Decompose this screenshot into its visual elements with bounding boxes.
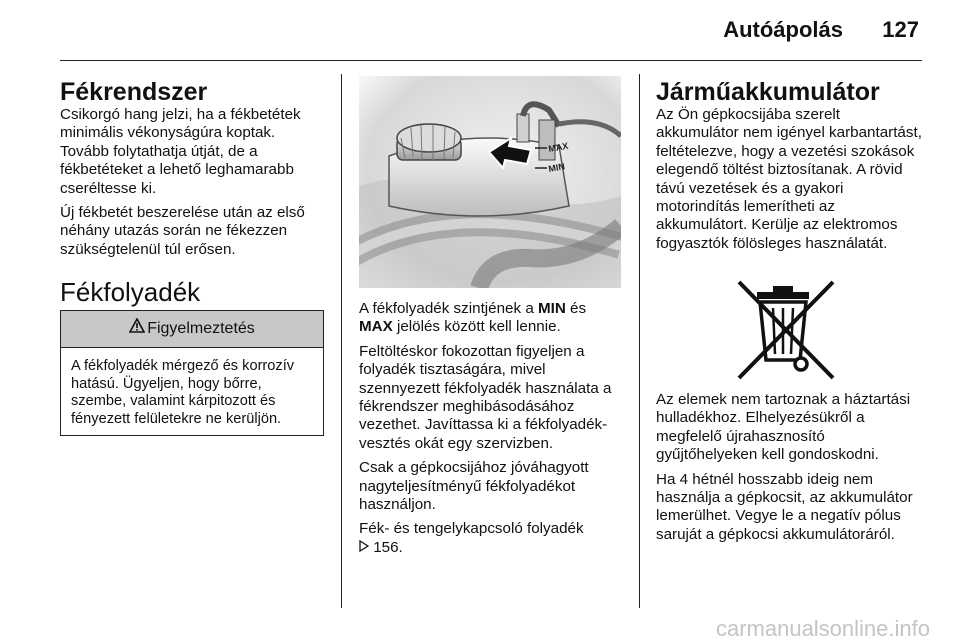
right-column: [656, 74, 924, 259]
section-title: Autóápolás: [723, 17, 843, 42]
middle-column: [359, 300, 629, 563]
warning-box: [60, 310, 324, 436]
page-number: 127: [882, 17, 919, 42]
fluid-level-text-c: jelölés között kell lennie.: [392, 318, 561, 336]
reference-paragraph: [359, 520, 629, 557]
brake-fluid-heading: Fékfolyadék: [60, 277, 201, 308]
image-label-min: MIN: [547, 161, 566, 174]
page-header: [0, 0, 960, 62]
warning-header: [61, 311, 323, 348]
image-label-max: MAX: [547, 140, 570, 154]
page-reference-link[interactable]: [359, 539, 403, 556]
brake-fluid-reservoir-illustration: [359, 76, 621, 288]
approved-fluid-paragraph: Csak a gépkocsijához jóváhagyott nagyteljesítményű fékfolyadékot használjon.: [359, 459, 589, 514]
refilling-paragraph: Feltöltéskor fokozottan figyeljen a folyadék tisztaságára, mivel szennyezett fékfolyadék használata a fékrendszer meghibásodásához vezethet. Javíttassa ki a fékfolyadék-vesztés okát egy szervizben.: [359, 342, 612, 452]
right-column-lower: [656, 391, 924, 550]
warning-title: Figyelmeztetés: [147, 320, 255, 338]
warning-triangle-icon: [129, 311, 145, 347]
header-rule: [60, 60, 922, 61]
storage-paragraph: Ha 4 hétnél hosszabb ideig nem használja a gépkocsit, az akkumulátor lemerülhet. Vegye le a negatív pólus saruját a gépkocsi akkumulátoráról.: [656, 470, 913, 543]
min-mark-label: MIN: [537, 300, 566, 317]
disposal-paragraph: Az elemek nem tartoznak a háztartási hulladékhoz. Elhelyezésükről a megfelelő újrahasznosító gyűjtőhelyeken kell gondoskodni.: [656, 391, 911, 464]
reference-text: Fék- és tengelykapcsoló folyadék: [359, 520, 584, 538]
left-column: [60, 74, 325, 307]
brake-system-heading: Fékrendszer: [60, 78, 208, 106]
column-divider-right: [639, 74, 640, 608]
arrow-reference-icon: [359, 539, 369, 557]
crossed-out-wheelie-bin-icon: [733, 276, 841, 384]
fluid-level-text-b: és: [565, 300, 587, 317]
new-pads-paragraph: Új fékbetét beszerelése után az első néhány utazás során ne fékezzen szükségtelenül túl erősen.: [60, 204, 305, 258]
warning-text: A fékfolyadék mérgező és korrozív hatású. Ügyeljen, hogy bőrre, szembe, valamint kárpitozott és fényezett felületekre ne kerüljön.: [71, 358, 295, 427]
brake-pads-paragraph: Csikorgó hang jelzi, ha a fékbetétek minimális vékonyságúra koptak. Tovább folytathatja útját, de a fékbetéteket a lehető leghamarabb cseréltesse ki.: [60, 106, 301, 197]
column-divider-left: [341, 74, 342, 608]
fluid-level-paragraph: [359, 300, 629, 337]
battery-heading: Járműakkumulátor: [656, 78, 880, 106]
max-mark-label: MAX: [359, 318, 393, 336]
reference-page: 156.: [369, 538, 403, 556]
fluid-level-text-a: A fékfolyadék szintjének a: [359, 300, 538, 317]
watermark: carmanualsonline.info: [715, 616, 930, 641]
battery-maintenance-paragraph: Az Ön gépkocsijába szerelt akkumulátor nem igényel karbantartást, feltételezve, hogy a vezetési szokások elegendő töltést biztosítanak. A rövid távú vezetések és a gyakori motorindítás lemerítheti az akkumulátort. Kerülje az elektromos fogyasztók fölösleges használatát.: [656, 106, 922, 252]
